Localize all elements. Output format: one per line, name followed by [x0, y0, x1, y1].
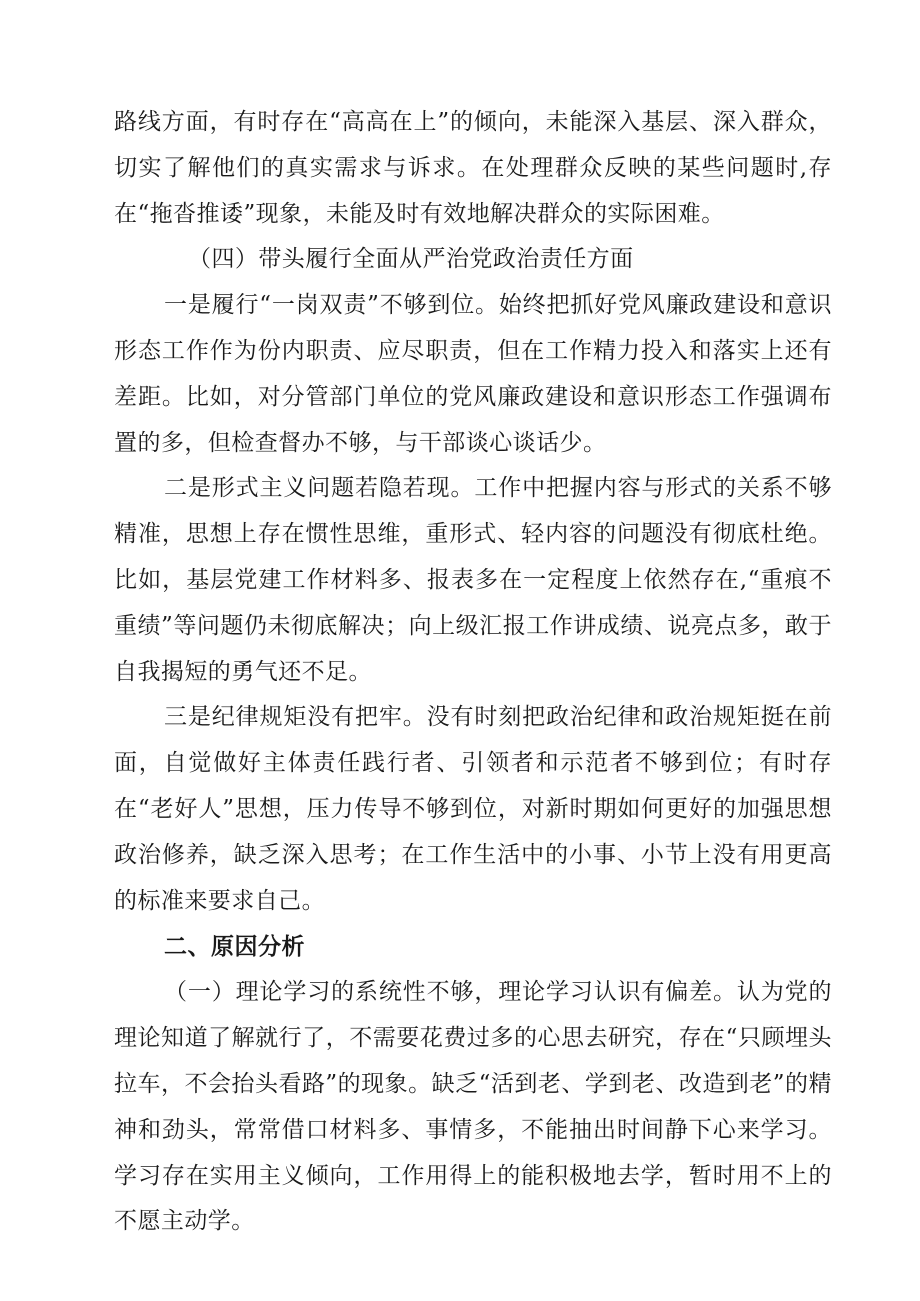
- paragraph-point-two: 二是形式主义问题若隐若现。工作中把握内容与形式的关系不够精准，思想上存在惯性思维，重形式、轻内容的问题没有彻底杜绝。比如，基层党建工作材料多、报表多在一定程度上依然存在,“重痕不重绩”等问题仍未彻底解决；向上级汇报工作讲成绩、说亮点多，敢于自我揭短的勇气还不足。: [114, 475, 832, 685]
- paragraph-continuation: 路线方面，有时存在“高高在上”的倾向，未能深入基层、深入群众，切实了解他们的真实需求与诉求。在处理群众反映的某些问题时,存在“拖沓推诿”现象，未能及时有效地解决群众的实际困难。: [114, 109, 832, 227]
- paragraph-theory-study: （一）理论学习的系统性不够，理论学习认识有偏差。认为党的理论知道了解就行了，不需要花费过多的心思去研究，存在“只顾埋头拉车，不会抬头看路”的现象。缺乏“活到老、学到老、改造到老”的精神和劲头，常常借口材料多、事情多，不能抽出时间静下心来学习。学习存在实用主义倾向，工作用得上的能积极地去学，暂时用不上的不愿主动学。: [114, 979, 832, 1235]
- section-heading-cause-analysis: 二、原因分析: [164, 934, 305, 961]
- paragraph-point-three: 三是纪律规矩没有把牢。没有时刻把政治纪律和政治规矩挺在前面，自觉做好主体责任践行者、引领者和示范者不够到位；有时存在“老好人”思想，压力传导不够到位，对新时期如何更好的加强思想政治修养，缺乏深入思考；在工作生活中的小事、小节上没有用更高的标准来要求自己。: [114, 704, 832, 914]
- document-body: [114, 100, 832, 1245]
- subheading-responsibility: （四）带头履行全面从严治党政治责任方面: [188, 246, 634, 273]
- paragraph-point-one: 一是履行“一岗双责”不够到位。始终把抓好党风廉政建设和意识形态工作作为份内职责、应尽职责，但在工作精力投入和落实上还有差距。比如，对分管部门单位的党风廉政建设和意识形态工作强调布置的多，但检查督办不够，与干部谈心谈话少。: [114, 292, 832, 456]
